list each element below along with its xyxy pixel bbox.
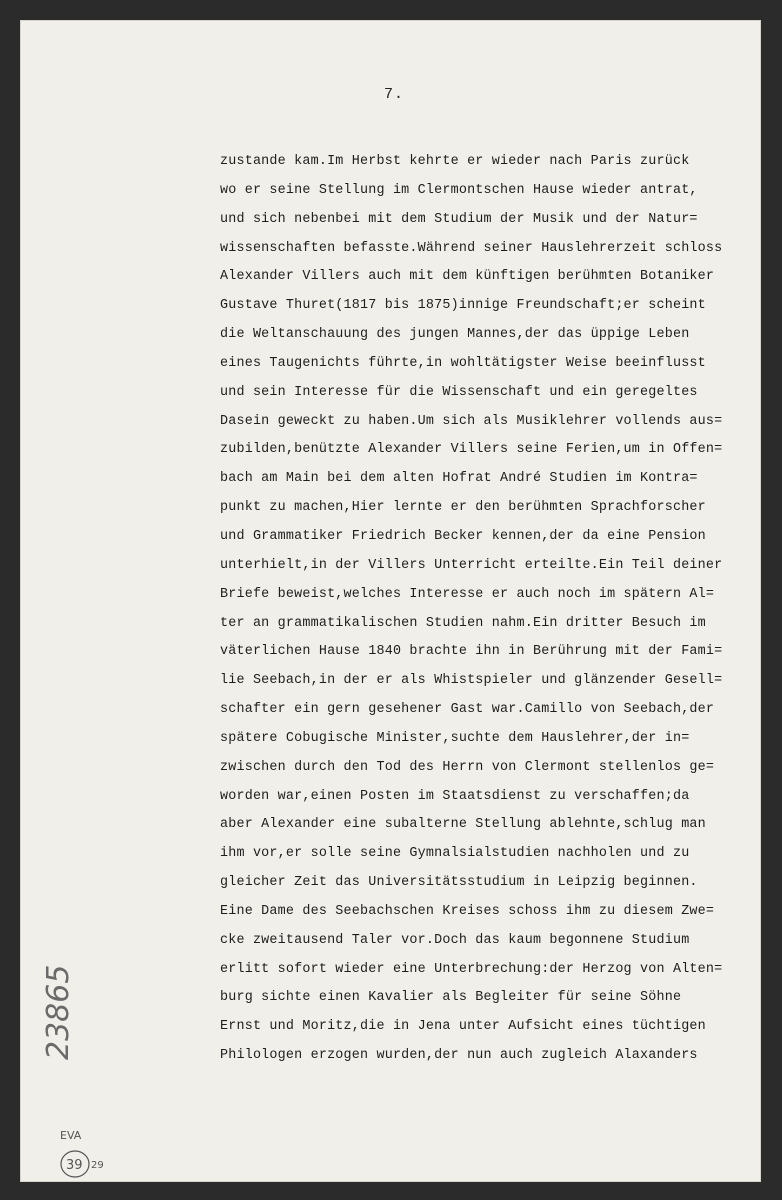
text-line: bach am Main bei dem alten Hofrat André Studien im Kontra= <box>220 471 698 487</box>
text-line: Gustave Thuret(1817 bis 1875)innige Freundschaft;er scheint <box>220 298 706 314</box>
archive-stamp <box>58 1126 128 1186</box>
text-line: und sein Interesse für die Wissenschaft und ein geregeltes <box>220 384 698 400</box>
stamp-text: EVA <box>60 1129 82 1142</box>
text-line: zustande kam.Im Herbst kehrte er wieder nach Paris zurück <box>220 154 690 169</box>
text-line: spätere Cobugische Minister,suchte dem Hauslehrer,der in= <box>220 730 690 746</box>
text-line: eines Taugenichts führte,in wohltätigster Weise beeinflusst <box>220 355 706 371</box>
text-line: ter an grammatikalischen Studien nahm.Ein dritter Besuch im <box>220 615 706 631</box>
text-line: unterhielt,in der Villers Unterricht erteilte.Ein Teil deiner <box>220 557 723 573</box>
text-line: Philologen erzogen wurden,der nun auch zugleich Alaxanders <box>220 1048 698 1064</box>
text-line: zubilden,benützte Alexander Villers seine Ferien,um in Offen= <box>220 442 723 458</box>
text-line: punkt zu machen,Hier lernte er den berühmten Sprachforscher <box>220 500 706 516</box>
text-line: gleicher Zeit das Universitätsstudium in Leipzig beginnen. <box>220 875 698 891</box>
text-line: wo er seine Stellung im Clermontschen Hause wieder antrat, <box>220 182 698 198</box>
text-line: ihm vor,er solle seine Gymnalsialstudien nachholen und zu <box>220 846 690 862</box>
text-line: Dasein geweckt zu haben.Um sich als Musiklehrer vollends aus= <box>220 413 723 429</box>
text-line: und sich nebenbei mit dem Studium der Musik und der Natur= <box>220 211 698 227</box>
text-line: Briefe beweist,welches Interesse er auch noch im spätern Al= <box>220 586 715 602</box>
document-page <box>20 20 761 1182</box>
archive-number <box>38 964 138 1060</box>
text-line: Alexander Villers auch mit dem künftigen berühmten Botaniker <box>220 269 715 285</box>
text-line: Eine Dame des Seebachschen Kreises schoss ihm zu diesem Zwe= <box>220 903 715 919</box>
text-line: Ernst und Moritz,die in Jena unter Aufsicht eines tüchtigen <box>220 1019 706 1035</box>
stamp-suffix: 29 <box>91 1160 104 1171</box>
text-line: worden war,einen Posten im Staatsdienst zu verschaffen;da <box>220 788 690 804</box>
text-line: wissenschaften befasste.Während seiner Hauslehrerzeit schloss <box>220 240 723 256</box>
text-line: burg sichte einen Kavalier als Begleiter für seine Söhne <box>220 990 682 1006</box>
text-line: väterlichen Hause 1840 brachte ihn in Berührung mit der Fami= <box>220 644 723 660</box>
text-line: cke zweitausend Taler vor.Doch das kaum begonnene Studium <box>220 932 690 948</box>
stamp-number: 39 <box>66 1158 83 1173</box>
text-line: aber Alexander eine subalterne Stellung ablehnte,schlug man <box>220 817 706 833</box>
archive-number-text: 23865 <box>41 964 76 1060</box>
text-line: lie Seebach,in der er als Whistspieler und glänzender Gesell= <box>220 673 723 689</box>
text-line: schafter ein gern gesehener Gast war.Camillo von Seebach,der <box>220 702 715 718</box>
text-line: erlitt sofort wieder eine Unterbrechung:der Herzog von Alten= <box>220 961 723 977</box>
text-line: und Grammatiker Friedrich Becker kennen,der da eine Pension <box>220 528 706 544</box>
body-text <box>220 148 780 1071</box>
text-line: zwischen durch den Tod des Herrn von Clermont stellenlos ge= <box>220 759 715 775</box>
text-line: die Weltanschauung des jungen Mannes,der das üppige Leben <box>220 327 690 343</box>
page-number: 7. <box>384 86 405 103</box>
